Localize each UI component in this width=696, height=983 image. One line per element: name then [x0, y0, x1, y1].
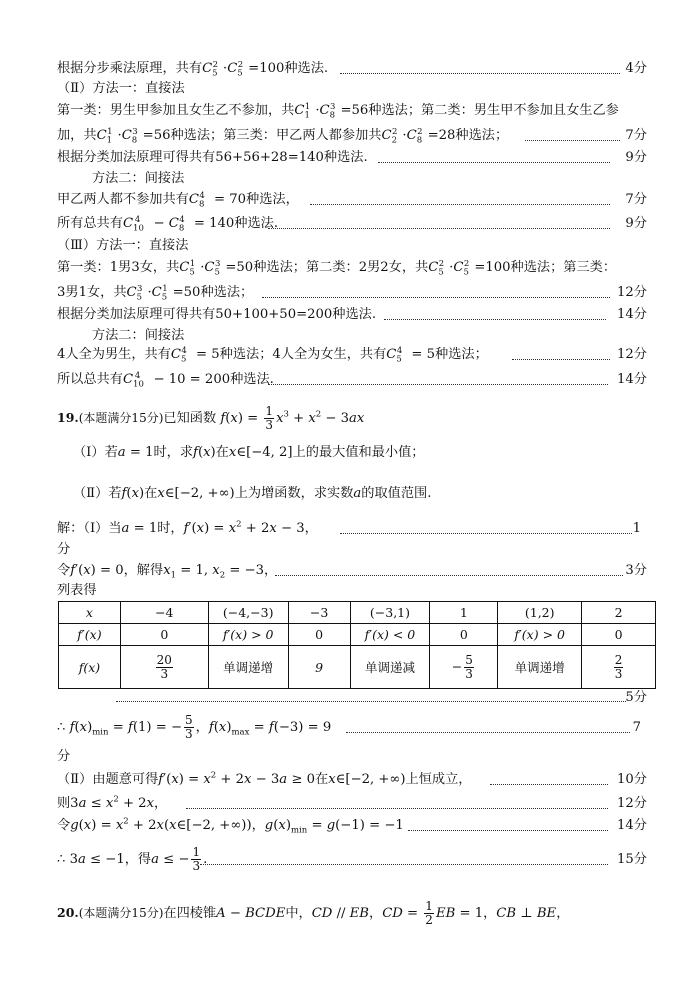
table-cell-fraction: $\frac{2}{3}$ [582, 646, 656, 689]
score-mark: 12分 [617, 796, 647, 811]
table-cell: f′(x) > 0 [208, 624, 288, 646]
score-mark: 9分 [625, 216, 647, 231]
solution-line: 列表得 [57, 583, 97, 598]
table-cell: f(x) [59, 646, 121, 689]
dot-leader [268, 228, 610, 229]
score-mark: 12分 [617, 285, 647, 300]
solution-line: （Ⅱ）由题意可得$f'(x) = x^2 + 2x - 3a \ge 0$在x∈[−2, +∞)上恒成立， [57, 770, 472, 787]
question-part-1: （Ⅰ）若a = 1时，求f(x)在x∈[−4, 2]上的最大值和最小值； [73, 445, 425, 460]
table-cell: 0 [430, 624, 498, 646]
table-cell: 单调递增 [208, 646, 288, 689]
table-cell-fraction: $\frac{20}{3}$ [120, 646, 208, 689]
table-cell: 单调递增 [498, 646, 582, 689]
score-mark: 1 [632, 521, 641, 536]
question-19: 19.(本题满分15分)已知函数 f(x) = $\frac{1}{3}$ $x^3 + x^2 - 3ax$ [57, 404, 365, 432]
dot-leader [490, 784, 608, 785]
solution-line: 则$3a \le x^2 + 2x$， [57, 794, 168, 811]
text-line: 第一类：男生甲参加且女生乙不参加，共$C_1^1 \cdot C_8^3 =56$种选法；第二类：男生甲不参加且女生乙参 [57, 101, 619, 121]
score-mark: 12分 [617, 347, 647, 362]
score-mark: 14分 [617, 372, 647, 387]
dot-leader [512, 359, 610, 360]
table-row [59, 602, 656, 624]
table-cell: f′(x) [59, 624, 121, 646]
table-cell: 单调递减 [350, 646, 430, 689]
score-mark: 5分 [625, 690, 647, 705]
table-cell: (−3,1) [350, 602, 430, 624]
dot-leader [378, 162, 610, 163]
solution-line: ∴ $f(x)_{min} = f(1)$ = − $\frac{5}{3}$ ，$f(x)_{max} = f(-3) = 9$ [57, 713, 332, 741]
section-heading: 方法二：间接法 [92, 328, 185, 343]
dot-leader [346, 732, 630, 733]
solution-line: 令f′(x) = 0，解得$x_1 = 1$, $x_2 = -3$， [57, 563, 278, 581]
solution-line: 令$g(x) = x^2$ + 2x(x∈[−2, +∞))，$g(x)_{min} = g(-1) = -1$ [57, 816, 404, 836]
dot-leader [262, 297, 610, 298]
score-mark: 7分 [625, 128, 647, 143]
text-line: 甲乙两人都不参加共有$C_8^4 = 70$种选法， [57, 190, 299, 210]
dot-leader [310, 204, 610, 205]
table-cell: f′(x) > 0 [498, 624, 582, 646]
text-line: 4人全为男生，共有$C_5^4 = 5$种选法；4人全为女生，共有$C_5^4 = 5$种选法； [57, 345, 488, 365]
text-line: 根据分步乘法原理，共有$C_5^2 \cdot C_5^2 =100$种选法. [57, 59, 329, 79]
dot-leader [525, 140, 620, 141]
table-cell: (1,2) [498, 602, 582, 624]
table-cell: 2 [582, 602, 656, 624]
score-wrap: 分 [57, 749, 71, 764]
text-line: 第一类：1男3女，共$C_5^1 \cdot C_5^3 =50$种选法；第二类：2男2女，共$C_5^2 \cdot C_5^2 =100$种选法；第三类： [57, 258, 617, 278]
table-cell: 0 [120, 624, 208, 646]
score-mark: 3分 [625, 563, 647, 578]
section-heading: （Ⅱ）方法一：直接法 [57, 81, 185, 96]
table-cell: (−4,−3) [208, 602, 288, 624]
table-row [59, 624, 656, 646]
dot-leader [186, 808, 608, 809]
score-mark: 9分 [625, 150, 647, 165]
score-mark: 4分 [625, 61, 647, 76]
section-heading: 方法二：间接法 [92, 171, 185, 186]
question-part-2: （Ⅱ）若f(x)在x∈[−2, +∞)上为增函数，求实数a的取值范围. [73, 486, 432, 501]
solution-line: ∴ 3a ≤ −1，得a ≤ − $\frac{1}{3}$ . [57, 845, 208, 873]
dot-leader [340, 533, 632, 534]
dot-leader [408, 830, 608, 831]
table-row [59, 646, 656, 689]
score-mark: 7分 [625, 192, 647, 207]
dot-leader [340, 73, 620, 74]
table-cell-fraction: − $\frac{5}{3}$ [430, 646, 498, 689]
text-line: 所有总共有$C_{10}^4 - C_8^4 = 140$种选法. [57, 214, 279, 234]
dot-leader [268, 384, 608, 385]
table-cell: 0 [288, 624, 350, 646]
text-line: 3男1女，共$C_5^3 \cdot C_5^1 =50$种选法； [57, 283, 254, 303]
text-line: 根据分类加法原理可得共有50+100+50=200种选法. [57, 307, 377, 322]
score-mark: 10分 [617, 772, 647, 787]
dot-leader [116, 701, 626, 702]
solution-line: 解：（Ⅰ）当a = 1时，$f'(x) = x^2 + 2x - 3$， [57, 519, 318, 536]
score-mark: 14分 [617, 818, 647, 833]
score-wrap: 分 [57, 542, 71, 557]
text-line: 加，共$C_1^1 \cdot C_8^3 =56$种选法；第三类：甲乙两人都参加共$C_2^2 \cdot C_8^2 =28$种选法； [57, 126, 509, 146]
table-cell: f′(x) < 0 [350, 624, 430, 646]
dot-leader [275, 575, 623, 576]
score-mark: 14分 [617, 307, 647, 322]
dot-leader [200, 864, 608, 865]
table-cell: −4 [120, 602, 208, 624]
table-cell: 1 [430, 602, 498, 624]
question-20: 20.(本题满分15分)在四棱锥A − BCDE中，CD // EB，CD = $\frac{1}{2}$ EB = 1，CB ⊥ BE， [57, 899, 570, 927]
section-heading: （Ⅲ）方法一：直接法 [57, 238, 189, 253]
dot-leader [384, 319, 606, 320]
score-mark: 15分 [617, 852, 647, 867]
score-mark: 7 [632, 720, 641, 735]
table-cell: x [59, 602, 121, 624]
table-cell: 0 [582, 624, 656, 646]
variation-table [58, 601, 656, 689]
text-line: 根据分类加法原理可得共有56+56+28=140种选法. [57, 150, 368, 165]
table-cell: 9 [288, 646, 350, 689]
table-cell: −3 [288, 602, 350, 624]
text-line: 所以总共有$C_{10}^4 - 10 = 200$种选法. [57, 370, 274, 390]
